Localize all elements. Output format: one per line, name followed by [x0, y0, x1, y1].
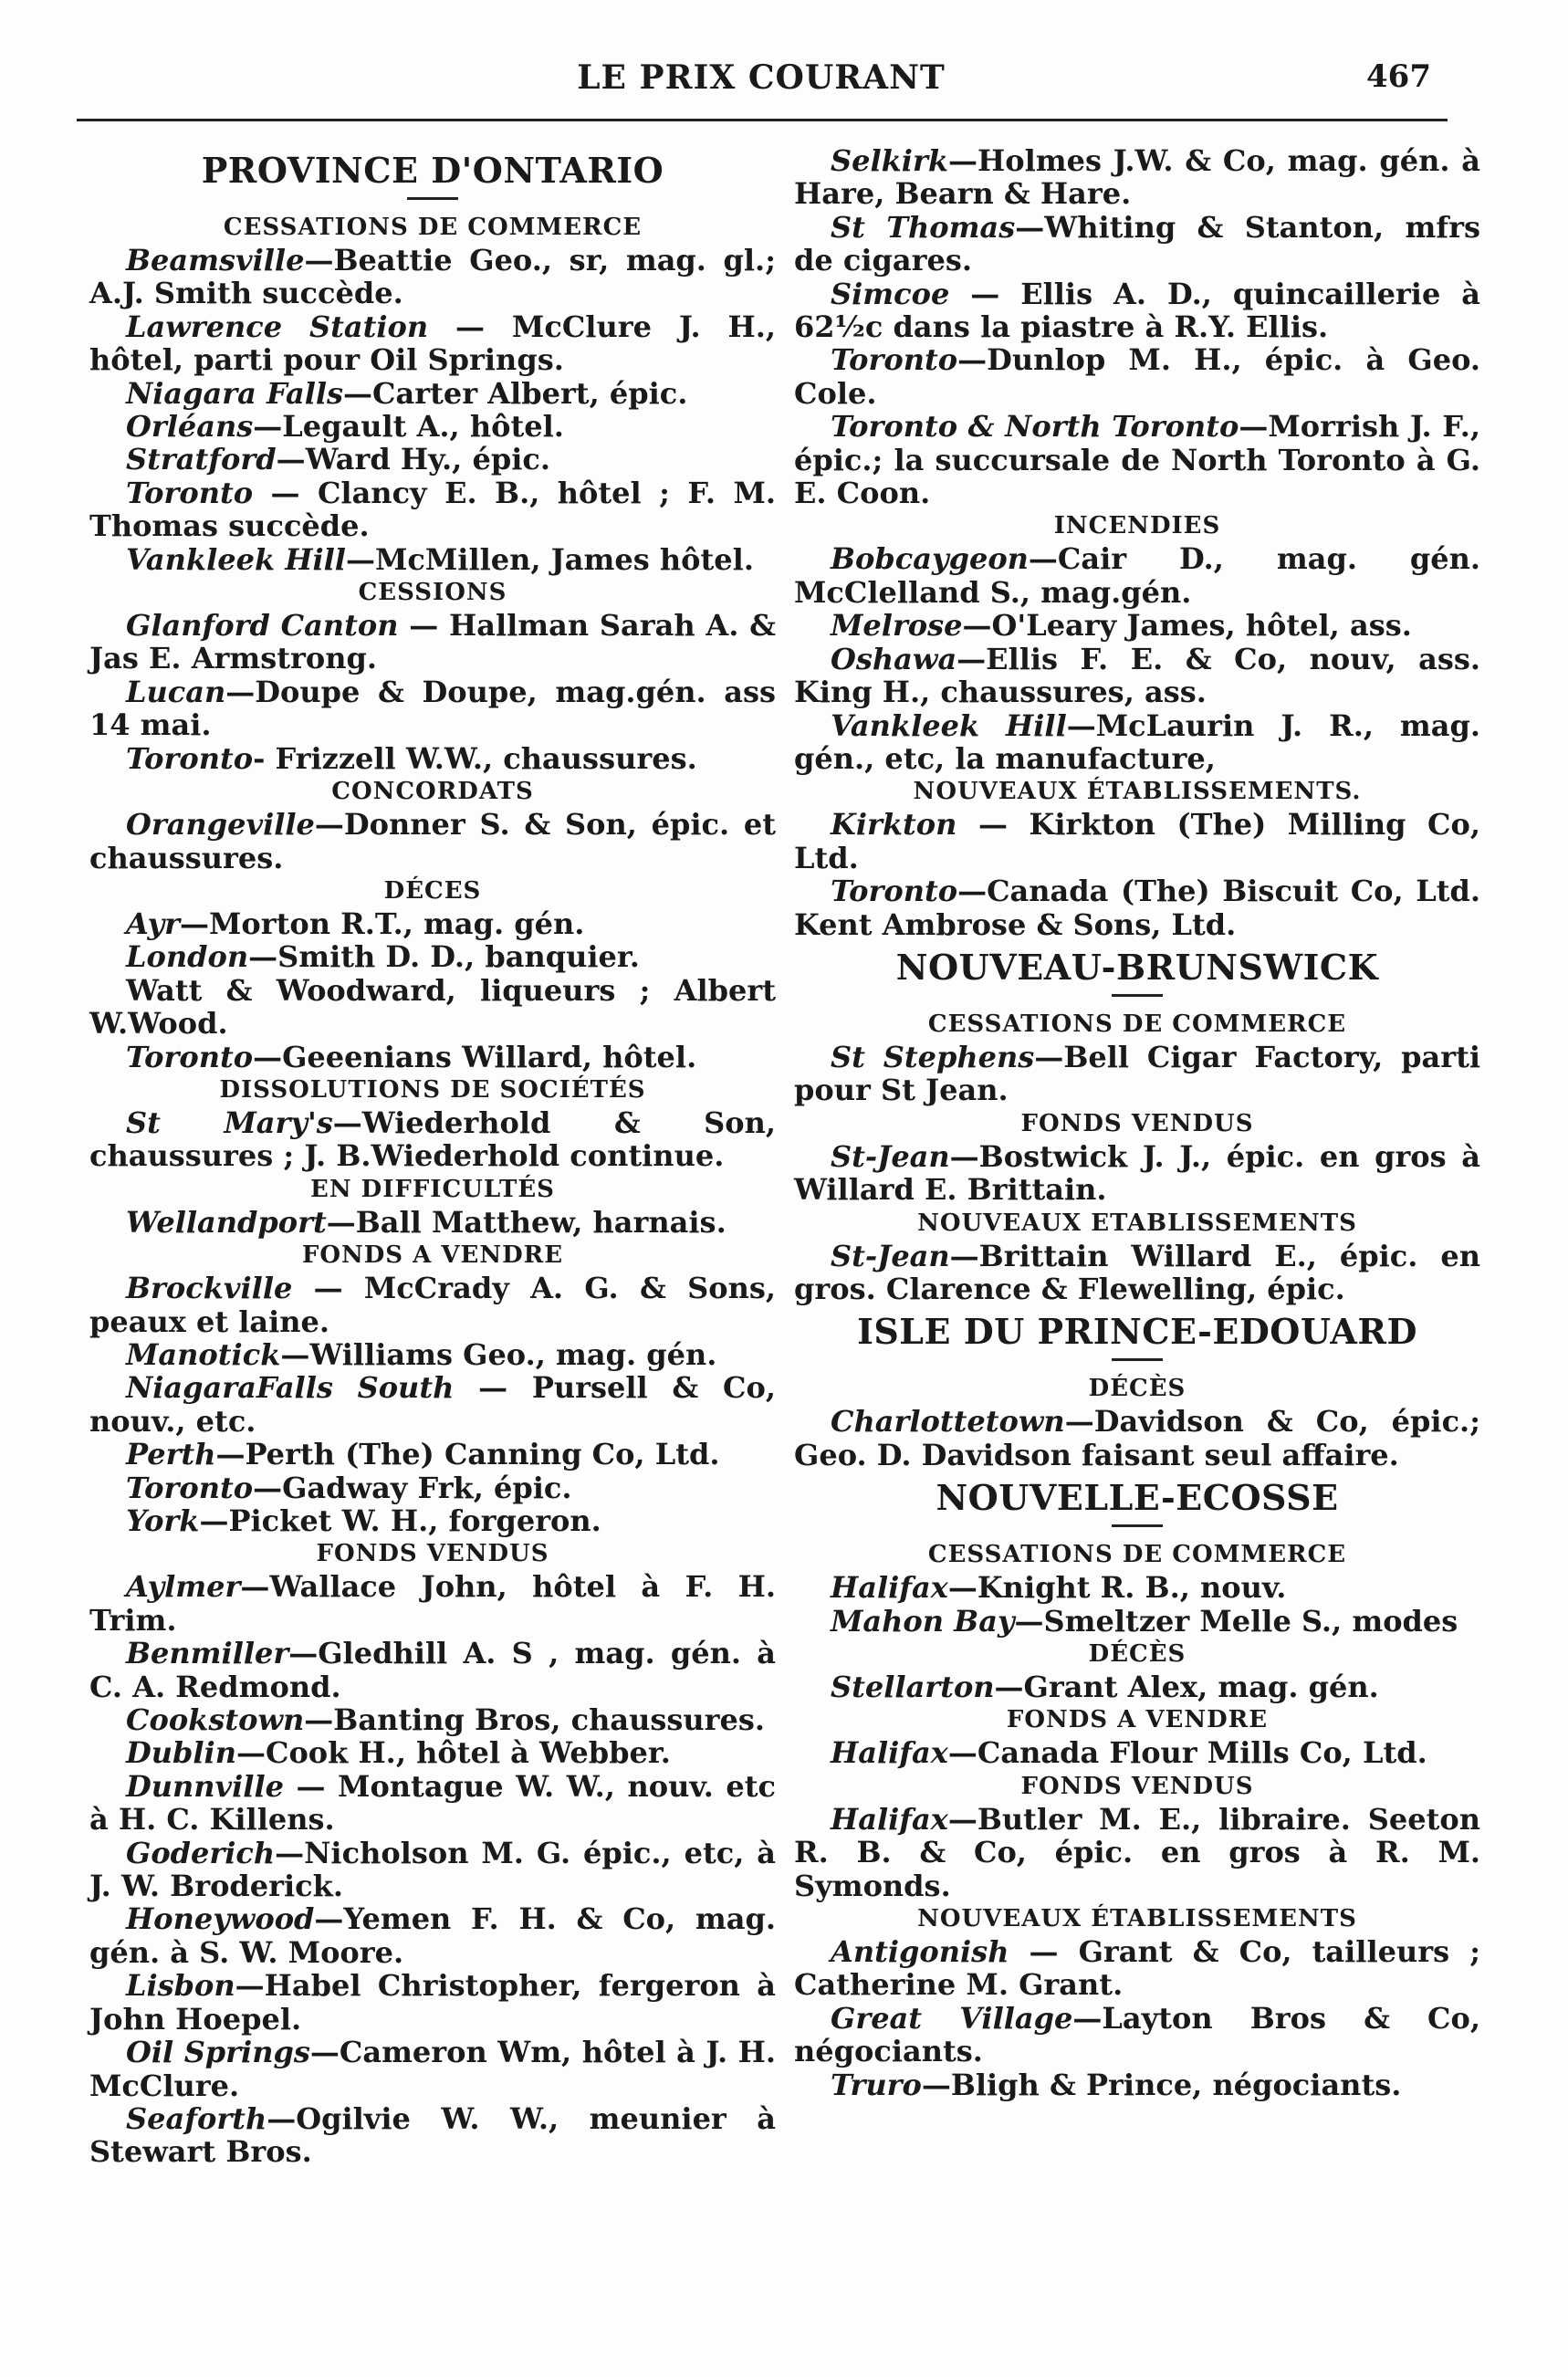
entry-text: —Habel Christopher, fergeron à John Hoepel.	[89, 1968, 776, 2037]
listing-entry	[89, 410, 776, 443]
entry-text: — McClure J. H., hôtel, parti pour Oil Springs.	[89, 309, 777, 378]
entry-text: —Wallace John, hôtel à F. H. Trim.	[89, 1569, 776, 1638]
entry-text: —O'Leary James, hôtel, ass.	[962, 608, 1412, 644]
entry-location: Melrose	[831, 608, 963, 644]
category-heading: CESSIONS	[358, 579, 507, 607]
listing-entry	[794, 1405, 1480, 1471]
entry-location: Halifax	[831, 1801, 948, 1837]
entry-text: —Yemen F. H. & Co, mag. gén. à S. W. Moore.	[89, 1901, 776, 1970]
listing-entry	[794, 1736, 1480, 1769]
entry-location: Kirkton	[831, 807, 957, 843]
entry-text: —Bostwick J. J., épic. en gros à Willard E. Brittain.	[794, 1138, 1480, 1208]
entry-text: —Legault A., hôtel.	[253, 409, 564, 445]
entry-location: Oshawa	[831, 641, 957, 676]
entry-text: —Smith D. D., banquier.	[248, 939, 640, 975]
listing-entry	[89, 808, 776, 874]
category-heading: DÉCÈS	[1088, 1375, 1186, 1403]
entry-location: Perth	[126, 1437, 216, 1472]
listing-entry	[89, 1736, 776, 1769]
listing-entry	[794, 277, 1480, 344]
listing-entry	[89, 974, 776, 1041]
entry-location: Truro	[831, 2067, 922, 2102]
section-rule	[407, 197, 458, 200]
category-heading: INCENDIES	[1053, 512, 1221, 540]
entry-location: Bobcaygeon	[831, 541, 1029, 577]
province-heading-province-d-ontario: PROVINCE D'ONTARIO	[201, 150, 664, 191]
listing-entry	[89, 1106, 776, 1173]
entry-location: Manotick	[126, 1336, 281, 1372]
entry-text: —Whiting & Stanton, mfrs de cigares.	[794, 209, 1481, 278]
listing-entry	[794, 211, 1480, 277]
entry-location: Orangeville	[126, 807, 315, 843]
listing-entry	[794, 1140, 1480, 1207]
entry-location: Seaforth	[126, 2100, 267, 2136]
listing-entry	[89, 1206, 776, 1239]
entry-text: —Doupe & Doupe, mag.gén. ass 14 mai.	[89, 674, 776, 743]
listing-entry	[89, 1438, 776, 1471]
listing-entry	[794, 808, 1480, 874]
listing-entry	[89, 1504, 776, 1537]
entry-text: — McCrady A. G. & Sons, peaux et laine.	[89, 1271, 776, 1339]
listing-entry	[89, 1770, 776, 1837]
entry-text: —Smeltzer Melle S., modes	[1014, 1603, 1458, 1639]
entry-text: —Knight R. B., nouv.	[947, 1570, 1287, 1606]
page-header	[77, 51, 1446, 106]
entry-location: Lawrence Station	[126, 309, 429, 344]
entry-text: Watt & Woodward, liqueurs ; Albert W.Wood.	[89, 972, 776, 1042]
entry-text: —Donner S. & Son, épic. et chaussures.	[89, 807, 776, 875]
listing-entry	[794, 343, 1480, 410]
entry-text: —Gadway Frk, épic.	[253, 1470, 572, 1505]
listing-entry	[794, 410, 1480, 509]
entry-text: —Cameron Wm, hôtel à J. H. McClure.	[89, 2035, 777, 2103]
listing-entry	[89, 1637, 776, 1703]
entry-text: —Canada (The) Biscuit Co, Ltd. Kent Ambrose & Sons, Ltd.	[794, 874, 1480, 942]
listing-entry	[89, 443, 776, 476]
entry-location: Toronto	[126, 475, 254, 510]
category-heading: NOUVEAUX ÉTABLISSEMENTS.	[913, 778, 1362, 806]
listing-entry	[89, 1471, 776, 1504]
entry-location: Beamsville	[126, 243, 305, 277]
listing-entry	[89, 543, 776, 576]
listing-entry	[89, 244, 776, 310]
listing-entry	[89, 940, 776, 973]
entry-text: — Hallman Sarah A. & Jas E. Armstrong.	[89, 608, 777, 676]
listing-entry	[89, 1902, 776, 1969]
entry-text: —Ogilvie W. W., meunier à Stewart Bros.	[89, 2100, 776, 2170]
entry-location: Halifax	[831, 1735, 948, 1771]
entry-text: —Geeenians Willard, hôtel.	[253, 1039, 697, 1074]
entry-location: Lucan	[126, 674, 226, 709]
listing-entry	[89, 377, 776, 410]
entry-location: Cookstown	[126, 1702, 305, 1738]
entry-location: Goderich	[126, 1835, 276, 1870]
entry-location: Toronto	[831, 342, 958, 378]
listing-entry	[794, 2068, 1480, 2101]
section-rule	[1112, 994, 1163, 997]
listing-entry	[89, 1272, 776, 1338]
listing-entry	[89, 1837, 776, 1903]
entry-location: St Mary's	[126, 1105, 333, 1140]
entry-text: —Cook H., hôtel à Webber.	[235, 1735, 671, 1771]
entry-text: —Layton Bros & Co, négociants.	[794, 2000, 1481, 2069]
entry-text: —Morton R.T., mag. gén.	[179, 906, 585, 941]
listing-entry	[794, 1041, 1480, 1107]
entry-text: —Holmes J.W. & Co, mag. gén. à Hare, Bearn & Hare.	[794, 143, 1480, 212]
entry-location: Dunnville	[126, 1768, 284, 1804]
section-rule	[1112, 1524, 1163, 1527]
entry-location: Stellarton	[831, 1670, 995, 1704]
category-heading: DÉCÈS	[1088, 1640, 1186, 1668]
entry-location: Toronto	[126, 740, 254, 776]
entry-text: —Picket W. H., forgeron.	[199, 1503, 601, 1538]
entry-text: —Nicholson M. G. épic., etc, à J. W. Broderick.	[89, 1835, 776, 1904]
entry-location: York	[126, 1503, 200, 1538]
entry-location: Dublin	[126, 1735, 236, 1771]
entry-text: —Banting Bros, chaussures.	[304, 1702, 766, 1738]
entry-text: —Wiederhold & Son, chaussures ; J. B.Wiederhold continue.	[89, 1105, 776, 1174]
entry-location: Vankleek Hill	[831, 707, 1067, 743]
category-heading: NOUVEAUX ÉTABLISSEMENTS	[917, 1905, 1357, 1933]
entry-location: Toronto	[126, 1470, 254, 1505]
entry-location: Antigonish	[831, 1934, 1009, 1970]
entry-text: —Cair D., mag. gén. McClelland S., mag.gén.	[794, 541, 1480, 610]
entry-text: —Bell Cigar Factory, parti pour St Jean.	[794, 1039, 1481, 1108]
entry-location: Toronto	[831, 874, 958, 909]
entry-text: —Bligh & Prince, négociants.	[921, 2067, 1402, 2102]
listing-entry	[89, 742, 776, 775]
entry-location: Wellandport	[126, 1204, 327, 1240]
entry-text: — Montague W. W., nouv. etc à H. C. Killens.	[89, 1768, 776, 1838]
listing-entry	[794, 609, 1480, 642]
left-column	[89, 144, 776, 2169]
entry-text: —Canada Flour Mills Co, Ltd.	[947, 1735, 1427, 1771]
entry-text: —Grant Alex, mag. gén.	[994, 1670, 1379, 1704]
entry-location: Orléans	[126, 409, 254, 445]
listing-entry	[794, 1670, 1480, 1703]
entry-location: Selkirk	[831, 143, 948, 178]
listing-entry	[89, 310, 776, 377]
right-column	[794, 144, 1480, 2101]
category-heading: CONCORDATS	[331, 778, 534, 806]
listing-entry	[89, 1969, 776, 2036]
entry-text: —Williams Geo., mag. gén.	[280, 1336, 717, 1372]
entry-location: St-Jean	[831, 1238, 950, 1273]
entry-location: Vankleek Hill	[126, 541, 346, 577]
listing-entry	[89, 2102, 776, 2169]
entry-text: —Gledhill A. S , mag. gén. à C. A. Redmond.	[89, 1636, 776, 1704]
entry-text: —Dunlop M. H., épic. à Geo. Cole.	[794, 342, 1480, 411]
entry-location: Benmiller	[126, 1636, 289, 1671]
category-heading: EN DIFFICULTÉS	[310, 1175, 555, 1203]
page-number: 467	[1366, 58, 1431, 95]
category-heading: DISSOLUTIONS DE SOCIÉTÉS	[219, 1075, 646, 1104]
category-heading: FONDS A VENDRE	[301, 1241, 564, 1270]
province-heading-nouvelle-ecosse: NOUVELLE-ECOSSE	[936, 1477, 1339, 1519]
entry-text: — Pursell & Co, nouv., etc.	[89, 1370, 777, 1439]
entry-text: —Ward Hy., épic.	[276, 442, 550, 477]
entry-text: —Carter Albert, épic.	[343, 375, 688, 411]
listing-entry	[89, 1703, 776, 1736]
entry-text: —Ellis F. E. & Co, nouv, ass. King H., chaussures, ass.	[794, 641, 1480, 710]
province-heading-nouveau-brunswick: NOUVEAU-BRUNSWICK	[895, 946, 1379, 988]
listing-entry	[794, 1571, 1480, 1604]
listing-entry	[89, 907, 776, 940]
entry-text: —Beattie Geo., sr, mag. gl.; A.J. Smith succède.	[89, 243, 776, 311]
entry-text: —Brittain Willard E., épic. en gros. Clarence & Flewelling, épic.	[794, 1238, 1480, 1306]
entry-text: —Davidson & Co, épic.; Geo. D. Davidson faisant seul affaire.	[794, 1404, 1480, 1472]
entry-location: London	[126, 939, 249, 975]
listing-entry	[89, 675, 776, 742]
listing-entry	[794, 1935, 1480, 2002]
category-heading: FONDS A VENDRE	[1006, 1706, 1269, 1734]
listing-entry	[794, 2002, 1480, 2068]
listing-entry	[794, 1803, 1480, 1902]
listing-entry	[89, 1371, 776, 1438]
entry-location: St-Jean	[831, 1138, 950, 1174]
entry-location: Simcoe	[831, 276, 950, 311]
entry-text: —Perth (The) Canning Co, Ltd.	[215, 1437, 720, 1472]
listing-entry	[794, 144, 1480, 211]
section-rule	[1112, 1358, 1163, 1361]
entry-location: Brockville	[126, 1271, 293, 1306]
entry-location: Aylmer	[126, 1569, 241, 1605]
running-title: LE PRIX COURANT	[577, 58, 946, 97]
category-heading: CESSATIONS DE COMMERCE	[927, 1541, 1347, 1569]
listing-entry	[89, 476, 776, 543]
entry-location: Toronto	[126, 1039, 254, 1074]
listing-entry	[794, 1240, 1480, 1306]
category-heading: FONDS VENDUS	[316, 1540, 549, 1568]
listing-entry	[794, 709, 1480, 776]
category-heading: CESSATIONS DE COMMERCE	[927, 1010, 1347, 1038]
entry-location: Halifax	[831, 1570, 948, 1606]
entry-location: Glanford Canton	[126, 608, 399, 644]
category-heading: NOUVEAUX ETABLISSEMENTS	[917, 1209, 1357, 1237]
category-heading: CESSATIONS DE COMMERCE	[223, 214, 643, 241]
entry-text: — Clancy E. B., hôtel ; F. M. Thomas succède.	[89, 475, 776, 544]
entry-text: — Kirkton (The) Milling Co, Ltd.	[794, 807, 1480, 875]
listing-entry	[89, 609, 776, 675]
listing-entry	[89, 1041, 776, 1073]
entry-location: Toronto & North Toronto	[831, 409, 1239, 445]
entry-text: —Morrish J. F., épic.; la succursale de North Toronto à G. E. Coon.	[794, 409, 1481, 511]
category-heading: DÉCES	[383, 876, 482, 905]
entry-text: —McMillen, James hôtel.	[345, 541, 754, 577]
header-rule	[77, 119, 1448, 121]
entry-text: —Ball Matthew, harnais.	[326, 1204, 727, 1240]
listing-entry	[794, 1605, 1480, 1638]
entry-location: Great Village	[831, 2000, 1073, 2036]
entry-location: Charlottetown	[831, 1404, 1065, 1440]
entry-location: Honeywood	[126, 1901, 315, 1937]
entry-location: Mahon Bay	[831, 1603, 1015, 1639]
entry-location: St Stephens	[831, 1039, 1035, 1074]
entry-text: - Frizzell W.W., chaussures.	[253, 740, 697, 776]
entry-location: Niagara Falls	[126, 375, 344, 411]
listing-entry	[89, 1338, 776, 1371]
entry-text: —McLaurin J. R., mag. gén., etc, la manufacture,	[794, 707, 1481, 776]
entry-location: Ayr	[126, 906, 180, 941]
category-heading: FONDS VENDUS	[1020, 1109, 1254, 1137]
entry-location: Oil Springs	[126, 2035, 310, 2070]
entry-location: St Thomas	[831, 209, 1016, 245]
province-heading-isle-du-prince-edouard: ISLE DU PRINCE-EDOUARD	[857, 1311, 1417, 1353]
listing-entry	[89, 1570, 776, 1637]
entry-location: Lisbon	[126, 1968, 235, 2004]
category-heading: FONDS VENDUS	[1020, 1772, 1254, 1800]
entry-text: — Grant & Co, tailleurs ; Catherine M. Grant.	[794, 1934, 1480, 2003]
listing-entry	[794, 643, 1480, 709]
listing-entry	[89, 2036, 776, 2102]
listing-entry	[794, 542, 1480, 609]
listing-entry	[794, 874, 1480, 941]
entry-location: NiagaraFalls South	[126, 1370, 455, 1406]
entry-location: Stratford	[126, 442, 277, 477]
entry-text: — Ellis A. D., quincaillerie à 62½c dans la piastre à R.Y. Ellis.	[794, 276, 1480, 345]
entry-text: —Butler M. E., libraire. Seeton R. B. & Co, épic. en gros à R. M. Symonds.	[794, 1801, 1480, 1903]
